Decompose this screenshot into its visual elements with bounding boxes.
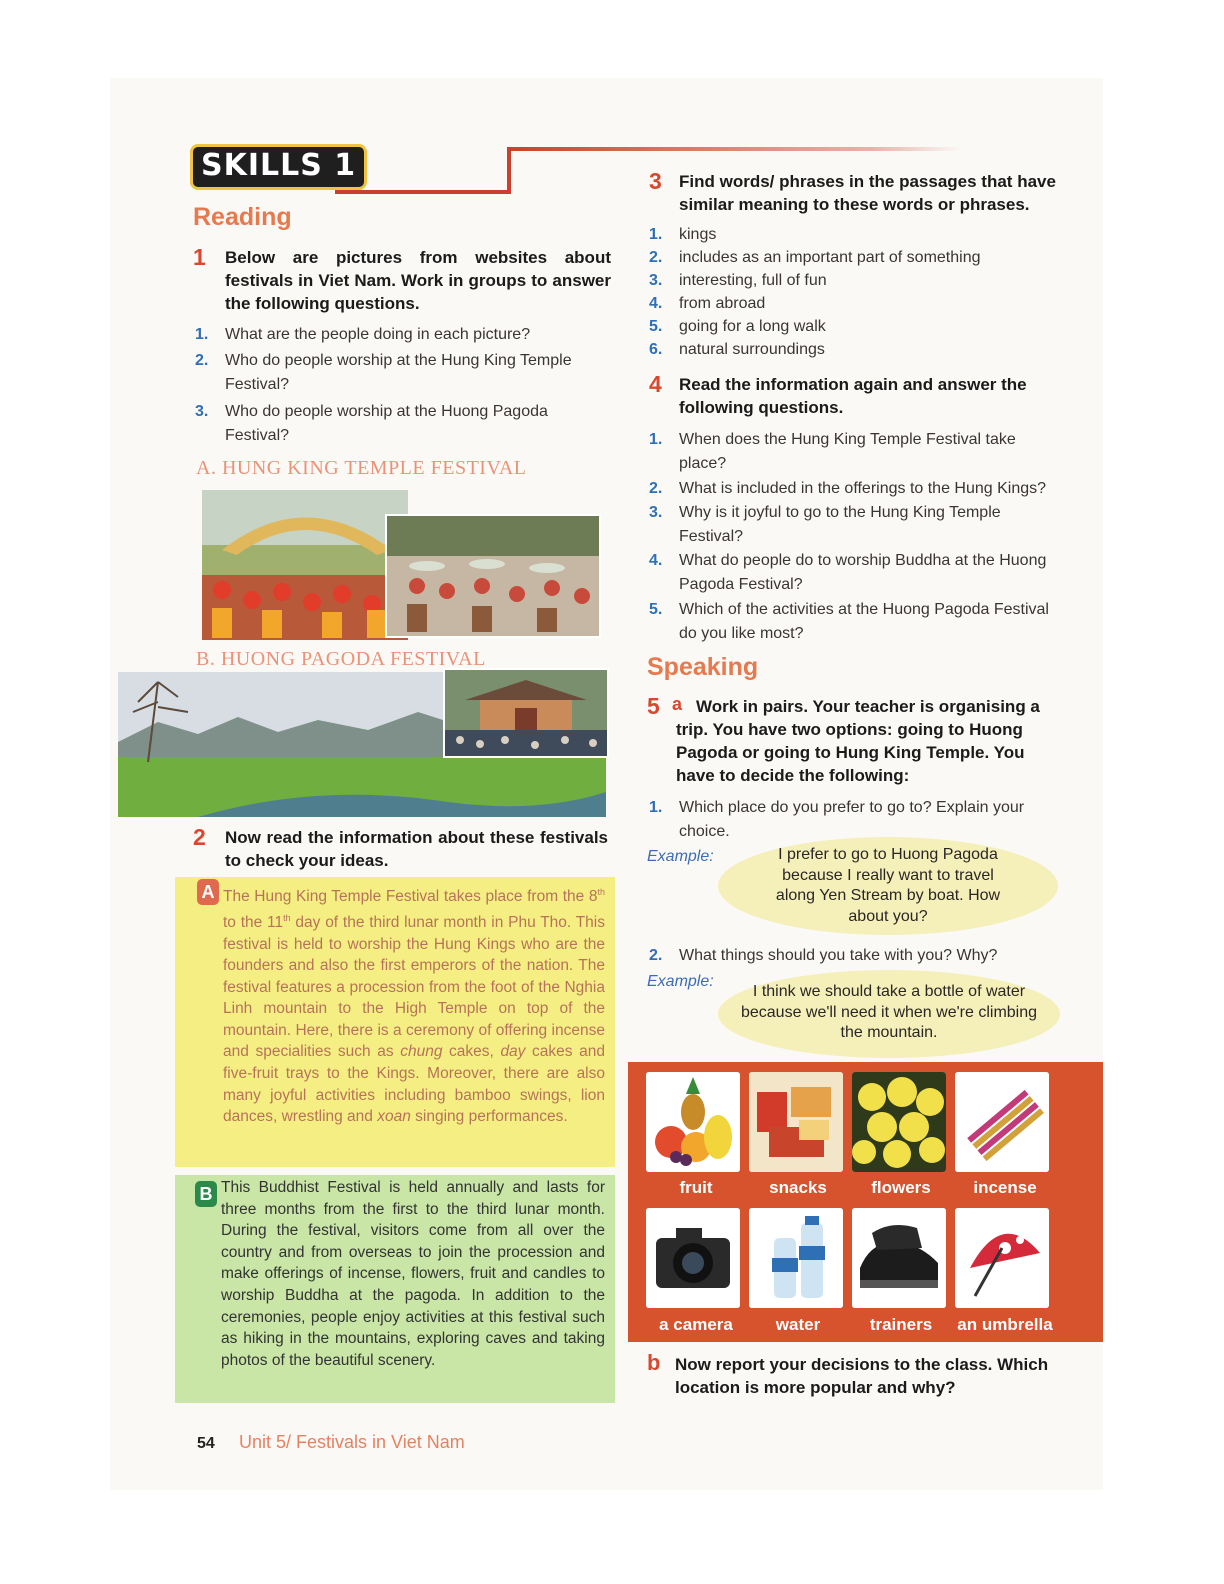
header-rule xyxy=(507,148,511,194)
task5-instruction: Work in pairs. Your teacher is organising a trip. You have two options: going to Huong Pagoda or going to Hung King Temple. You have to decide the following: xyxy=(676,697,1040,785)
huong-pagoda-temple-photo xyxy=(443,668,609,758)
task3-item: 4. from abroad xyxy=(649,295,766,312)
item-label: trainers xyxy=(869,1315,933,1334)
task1-question: 3. Who do people worship at the Huong Pagoda Festival? xyxy=(195,403,548,444)
item-label: incense xyxy=(973,1178,1037,1197)
task3-item: 1. kings xyxy=(649,226,717,243)
task3-item: 3. interesting, full of fun xyxy=(649,272,827,289)
item-label: water xyxy=(775,1315,821,1334)
task3-item: 2. includes as an important part of something xyxy=(649,249,981,266)
passage-a-box xyxy=(175,877,615,1167)
task-number: 4 xyxy=(649,371,662,397)
passage-b-box xyxy=(175,1175,615,1403)
task1-question: 2. Who do people worship at the Hung King Temple Festival? xyxy=(195,352,572,393)
task3-item: 5. going for a long walk xyxy=(649,318,826,335)
reading-title: Reading xyxy=(193,203,292,231)
skills-badge: SKILLS 1 xyxy=(190,144,367,190)
item-label: flowers xyxy=(871,1178,931,1197)
trainers-image xyxy=(852,1208,946,1308)
task3-instruction: Find words/ phrases in the passages that have similar meaning to these words or phrases. xyxy=(679,172,1056,214)
item-label: fruit xyxy=(679,1178,713,1197)
passage-a-label: A xyxy=(197,879,219,905)
festival-b-title: B. HUONG PAGODA FESTIVAL xyxy=(196,648,486,670)
task1-question: 1. What are the people doing in each picture? xyxy=(195,326,531,343)
fruit-image xyxy=(646,1072,740,1172)
example-label: Example: xyxy=(647,848,714,865)
flowers-image xyxy=(852,1072,946,1172)
umbrella-image xyxy=(955,1208,1049,1308)
item-label: a camera xyxy=(659,1315,733,1334)
incense-image xyxy=(955,1072,1049,1172)
task4-instruction: Read the information again and answer the following questions. xyxy=(679,375,1027,417)
speaking-title: Speaking xyxy=(647,653,759,681)
task3-item: 6. natural surroundings xyxy=(649,341,825,358)
example-label: Example: xyxy=(647,973,714,990)
snacks-image xyxy=(749,1072,843,1172)
header-rule xyxy=(507,147,962,151)
task4-question: 1. When does the Hung King Temple Festival take place? xyxy=(649,431,1016,472)
task5-question: 2. What things should you take with you? Why? xyxy=(649,947,998,964)
festival-a-title: A. HUNG KING TEMPLE FESTIVAL xyxy=(196,457,527,479)
part-a-label: a xyxy=(672,694,683,714)
task4-question: 5. Which of the activities at the Huong Pagoda Festival do you like most? xyxy=(649,601,1049,642)
task2-instruction: Now read the information about these festivals to check your ideas. xyxy=(225,828,608,870)
example-bubble: I think we should take a bottle of water because we'll need it when we're climbing the mountain. xyxy=(718,970,1060,1058)
hung-king-procession-photo xyxy=(202,490,408,640)
hung-king-performers-photo xyxy=(385,514,601,638)
water-image xyxy=(749,1208,843,1308)
passage-b-label: B xyxy=(195,1181,217,1207)
page-number: 54 xyxy=(197,1435,215,1452)
task1-instruction: Below are pictures from websites about festivals in Viet Nam. Work in groups to answer the following questions. xyxy=(225,248,611,313)
task-number: 1 xyxy=(193,244,206,270)
task4-question: 2. What is included in the offerings to the Hung Kings? xyxy=(649,480,1047,497)
part-b-label: b xyxy=(647,1350,661,1375)
task-number: 2 xyxy=(193,824,206,850)
task4-question: 4. What do people do to worship Buddha at the Huong Pagoda Festival? xyxy=(649,552,1047,593)
passage-a-text: The Hung King Temple Festival takes place from the 8th to the 11th day of the third lunar month in Phu Tho. This festival is held to worship the Hung Kings who are the founders and also the first emperors of the nation. The festival features a procession from the foot of the Nghia Linh mountain to the High Temple on top of the mountain. Here, there is a ceremony of offering incense and specialities such as chung cakes, day cakes and five-fruit trays to the Kings. Moreover, there are also many joyful activities including bamboo swings, lion dances, wrestling and xoan singing performances. xyxy=(223,887,605,1126)
task5b-instruction: Now report your decisions to the class. Which location is more popular and why? xyxy=(675,1355,1049,1397)
unit-title: Unit 5/ Festivals in Viet Nam xyxy=(239,1432,465,1452)
example-bubble: I prefer to go to Huong Pagoda because I really want to travel along Yen Stream by boat. How about you? xyxy=(718,837,1058,935)
item-label: snacks xyxy=(769,1178,827,1197)
item-label: an umbrella xyxy=(957,1315,1053,1334)
camera-image xyxy=(646,1208,740,1308)
task4-question: 3. Why is it joyful to go to the Hung King Temple Festival? xyxy=(649,504,1001,545)
task5-question: 1. Which place do you prefer to go to? Explain your choice. xyxy=(649,799,1025,840)
task-number: 5 xyxy=(647,693,660,719)
header-rule xyxy=(335,190,510,194)
passage-b-text: This Buddhist Festival is held annually and lasts for three months from the first to the third lunar month. During the festival, visitors come from all over the country and from overseas to join the procession and make offerings of incense, flowers, fruit and candles to worship Buddha at the pagoda. In addition to the ceremonies, people enjoy activities at this festival such as hiking in the mountains, exploring caves and taking photos of the beautiful scenery. xyxy=(221,1179,605,1369)
items-panel xyxy=(628,1062,1103,1342)
task-number: 3 xyxy=(649,168,662,194)
